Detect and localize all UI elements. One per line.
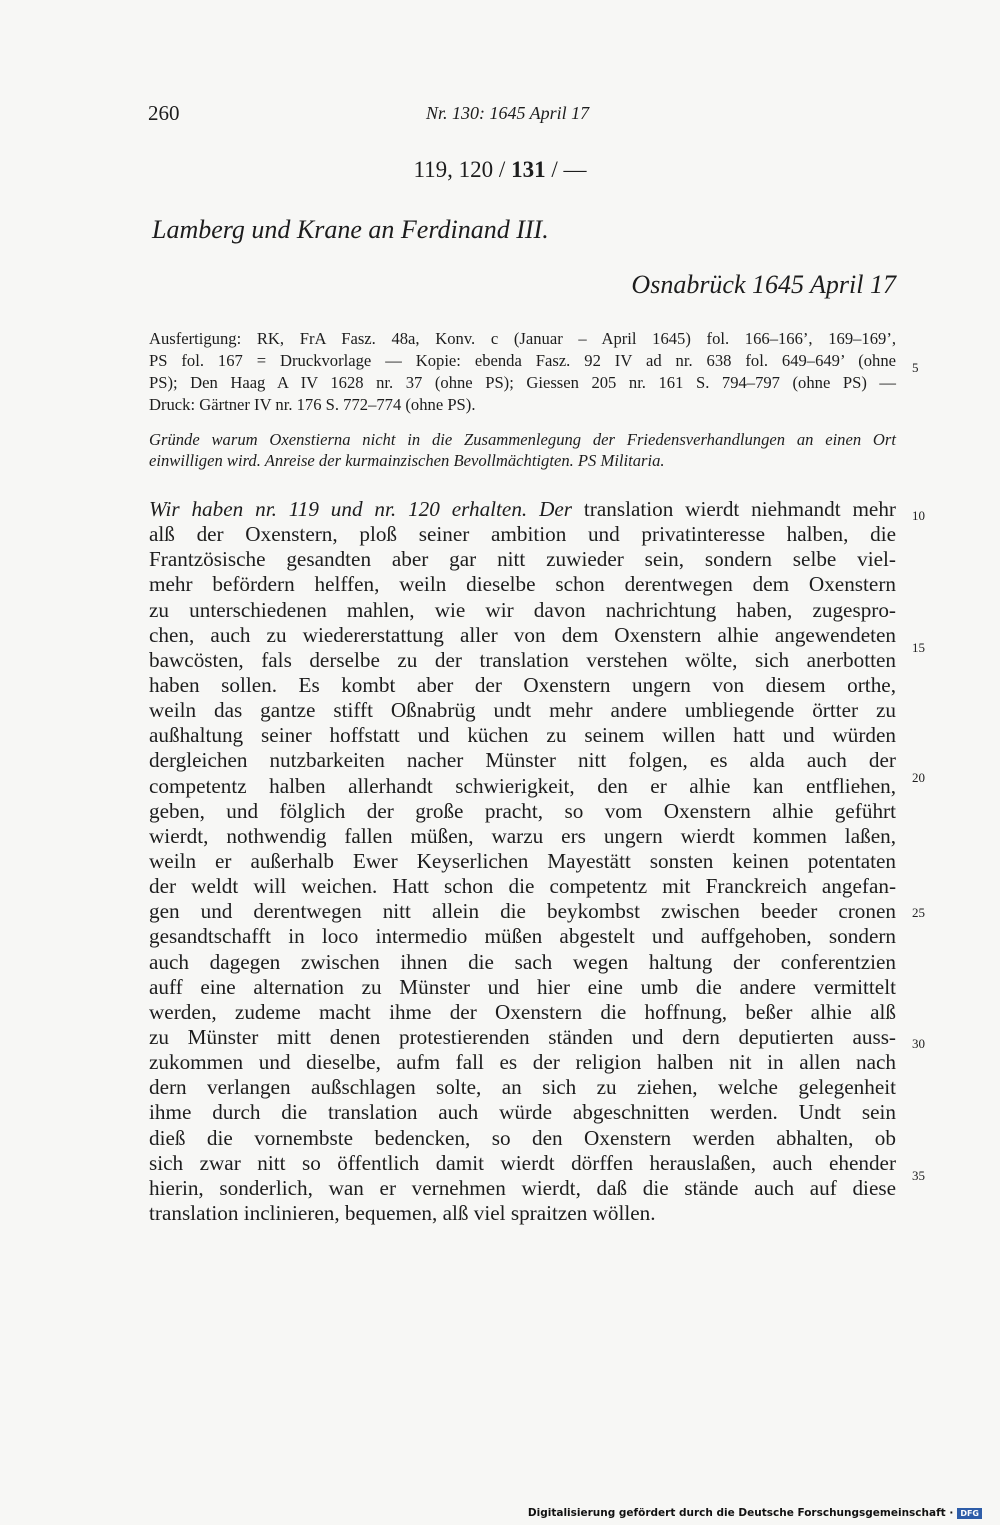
body-line: alß der Oxenstern, ploß seiner ambition und privatinteresse halben, die bbox=[149, 522, 896, 547]
body-line: der weldt will weichen. Hatt schon die competentz mit Franckreich angefan- bbox=[149, 874, 896, 899]
body-line: werden, zudeme macht ihme der Oxenstern die hoffnung, beßer alhie alß bbox=[149, 999, 896, 1024]
line-number: 20 bbox=[912, 770, 925, 785]
page-number: 260 bbox=[148, 101, 180, 125]
footer-credit-text: Digitalisierung gefördert durch die Deutsche Forschungsgemeinschaft · bbox=[527, 1507, 954, 1519]
place-date: Osnabrück 1645 April 17 bbox=[631, 270, 896, 299]
body-line: bawcösten, fals derselbe zu der translation verstehen wölte, sich anerbotten bbox=[149, 647, 896, 672]
body-line: competentz halben allerhandt schwierigkeit, den er alhie kan entfliehen, bbox=[149, 773, 896, 798]
body-line: weiln er außerhalb Ewer Keyserlichen Mayestätt sonsten keinen potentaten bbox=[149, 848, 896, 873]
body-line: dergleichen nutzbarkeiten nacher Münster nitt folgen, es alda auch der bbox=[149, 748, 896, 773]
body-line: sich zwar nitt so öffentlich damit wierdt dörffen herauslaßen, auch ehender bbox=[149, 1150, 896, 1175]
line-number: 35 bbox=[912, 1168, 925, 1183]
document-title: Lamberg und Krane an Ferdinand III. bbox=[152, 215, 549, 244]
body-line: weiln das gantze stifft Oßnabrüg undt mehr andere umbliegende örtter zu bbox=[149, 698, 896, 723]
apparatus-line: Druck: Gärtner IV nr. 176 S. 772–774 (ohne PS). bbox=[149, 395, 476, 414]
apparatus-line: Ausfertigung: RK, FrA Fasz. 48a, Konv. c (Januar – April 1645) fol. 166–166’, 169–169’, bbox=[149, 329, 896, 348]
body-line: zukommen und dieselbe, aufm fall es der religion halben nit in allen nach bbox=[149, 1050, 896, 1075]
line-number: 25 bbox=[912, 905, 925, 920]
dfg-logo-icon: DFG bbox=[957, 1508, 982, 1519]
apparatus-line: PS); Den Haag A IV 1628 nr. 37 (ohne PS); Giessen 205 nr. 161 S. 794–797 (ohne PS) — bbox=[149, 373, 896, 392]
body-line: wierdt, nothwendig fallen müßen, warzu ers ungern wierdt kommen laßen, bbox=[149, 823, 896, 848]
body-line: translation inclinieren, bequemen, alß viel spraitzen wöllen. bbox=[149, 1200, 656, 1225]
body-line: hierin, sonderlich, wan er vernehmen wierdt, daß die stände auch auf diese bbox=[149, 1175, 896, 1200]
summary-line: Gründe warum Oxenstierna nicht in die Zusammenlegung der Friedensverhandlungen an einen Ort bbox=[149, 430, 896, 449]
body-line: geben, und fölglich der große pracht, so vom Oxenstern alhie geführt bbox=[149, 798, 896, 823]
body-line: auff eine alternation zu Münster und hier eine umb die andere vermittelt bbox=[149, 974, 896, 999]
line-number: 10 bbox=[912, 508, 925, 523]
body-line: zu Münster mitt denen protestierenden ständen und dern deputierten auss- bbox=[149, 1024, 896, 1049]
body-line: gen und derentwegen nitt allein die beykombst zwischen beeder cronen bbox=[149, 899, 896, 924]
body-line: mehr befördern helffen, weiln dieselbe schon derentwegen dem Oxenstern bbox=[149, 572, 896, 597]
summary-line: einwilligen wird. Anreise der kurmainzischen Bevollmächtigten. PS Militaria. bbox=[149, 451, 665, 470]
body-line-rest: translation wierdt niehmandt mehr bbox=[572, 497, 896, 521]
line-number: 15 bbox=[912, 640, 925, 655]
source-apparatus bbox=[149, 328, 896, 416]
body-line: chen, auch zu wiedererstattung aller von dem Oxenstern alhie angewendeten bbox=[149, 622, 896, 647]
body-line: gesandtschafft in loco intermedio müßen abgestelt und auffgehoben, sondern bbox=[149, 924, 896, 949]
apparatus-line: PS fol. 167 = Druckvorlage — Kopie: ebenda Fasz. 92 IV ad nr. 638 fol. 649–649’ (ohne bbox=[149, 351, 896, 370]
body-line: außhaltung seiner hoffstatt und küchen zu seinem willen hatt und würden bbox=[149, 723, 896, 748]
body-line: dieß die vornembste bedencken, so den Oxenstern werden abhalten, ob bbox=[149, 1125, 896, 1150]
body-line: dern verlangen außschlagen solte, an sich zu ziehen, welche gelegenheit bbox=[149, 1075, 896, 1100]
body-line: Frantzösische gesandten aber gar nitt zuwieder sein, sondern selbe viel- bbox=[149, 547, 896, 572]
line-number: 30 bbox=[912, 1036, 925, 1051]
body-line-italic: Wir haben nr. 119 und nr. 120 erhalten. Der bbox=[149, 497, 573, 521]
body-line: haben sollen. Es kombt aber der Oxenstern ungern von diesem orthe, bbox=[149, 672, 896, 697]
summary bbox=[149, 429, 896, 471]
cross-ref-prefix: 119, 120 / bbox=[413, 157, 512, 182]
footer-credit bbox=[528, 1507, 982, 1519]
cross-ref-suffix: / — bbox=[545, 157, 587, 182]
body-text bbox=[149, 497, 896, 1226]
running-head: Nr. 130: 1645 April 17 bbox=[426, 103, 590, 123]
cross-reference bbox=[0, 157, 1000, 183]
line-number: 5 bbox=[912, 360, 919, 375]
body-line: ihme durch die translation auch würde abgeschnitten werden. Undt sein bbox=[149, 1100, 896, 1125]
cross-ref-current: 131 bbox=[511, 157, 546, 182]
body-line: auch dagegen zwischen ihnen die sach wegen haltung der conferentzien bbox=[149, 949, 896, 974]
body-line: zu unterschiedenen mahlen, wie wir davon nachrichtung haben, zugespro- bbox=[149, 597, 896, 622]
body-line bbox=[149, 497, 896, 522]
